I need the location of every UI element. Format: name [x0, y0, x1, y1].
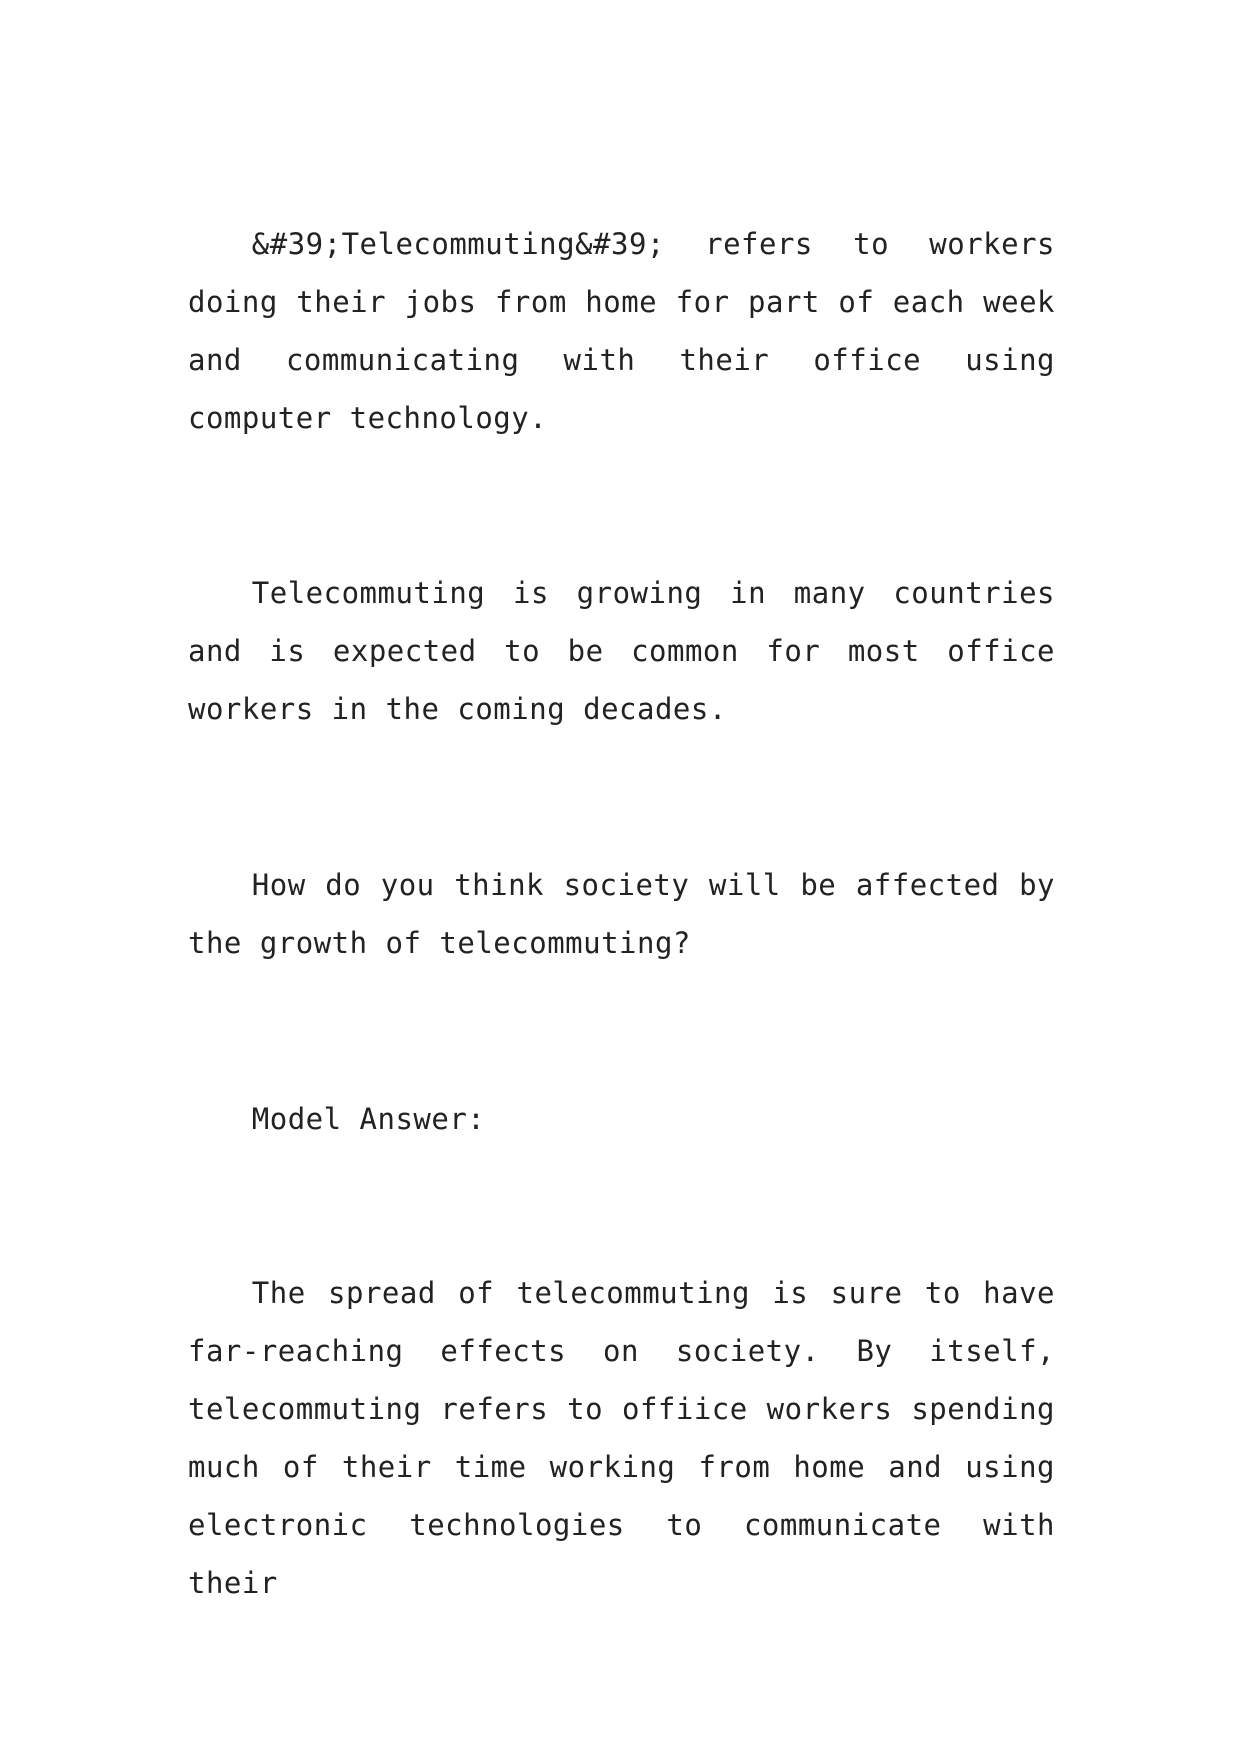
paragraph-definition: &#39;Telecommuting&#39; refers to workers doing their jobs from home for part of each week and communicating with their office using computer technology. [188, 227, 1055, 435]
paragraph-question: How do you think society will be affected by the growth of telecommuting? [188, 868, 1055, 960]
paragraph-growth: Telecommuting is growing in many countries and is expected to be common for most office workers in the coming decades. [188, 576, 1055, 726]
model-answer-heading: Model Answer: [251, 1102, 486, 1136]
paragraph-answer: The spread of telecommuting is sure to have far-reaching effects on society. By itself, telecommuting refers to offiice workers spending much of their time working from home and using electronic technologies to communicate with their [188, 1276, 1055, 1600]
